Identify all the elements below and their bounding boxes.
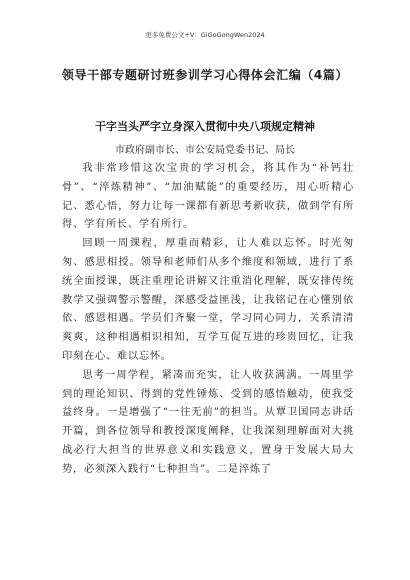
header-note: 更多免费公文+V：GiGoGongWen2024 (145, 31, 265, 39)
paragraph: 我非常珍惜这次宝贵的学习机会，将其作为“补钙壮骨”、“淬炼精神”、“加油赋能”的重要经历，用心听精心记、悉心悟，努力让每一课都有新思考新收获，做到学有所得、学有所长、学有所行。 (62, 163, 354, 231)
article-title: 干字当头严字立身深入贯彻中央八项规定精神 (95, 120, 315, 133)
paragraph: 回顾一周课程，厚重而精彩，让人难以忘怀。时光匆匆、感思相授。领导和老师们从多个维度和领域，进行了系统全面授课，既注重理论讲解又注重消化理解，既安排传统教学又强调警示警醒，深感受益匪浅，让我铭记在心懂别依依、感恩相遇。学员们齐聚一堂，学习同心同力，关系清清爽爽，这种相遇相识相知，互学互促互进的珍贵回忆，让我印刻在心、难以忘怀。 (62, 238, 354, 362)
document-title: 领导干部专题研讨班参训学习心得体会汇编（4篇） (61, 68, 349, 82)
author-byline: 市政府副市长、市公安局党委书记、局长 (115, 145, 295, 156)
article-body (62, 160, 354, 480)
paragraph: 思考一周学程，紧凑而充实，让人收获满满。一周里学到的理论知识、得到的党性锤炼、受到的感悟触动，使我受益终身。一是增强了“一往无前”的担当。从覃卫国同志讲话开篇，到各位领导和教授深度阐释，让我深刻理解面对大挑战必行大担当的世界意义和实践意义，置身于发展大局大势，必须深入践行“七种担当”。二是淬炼了 (62, 369, 354, 475)
